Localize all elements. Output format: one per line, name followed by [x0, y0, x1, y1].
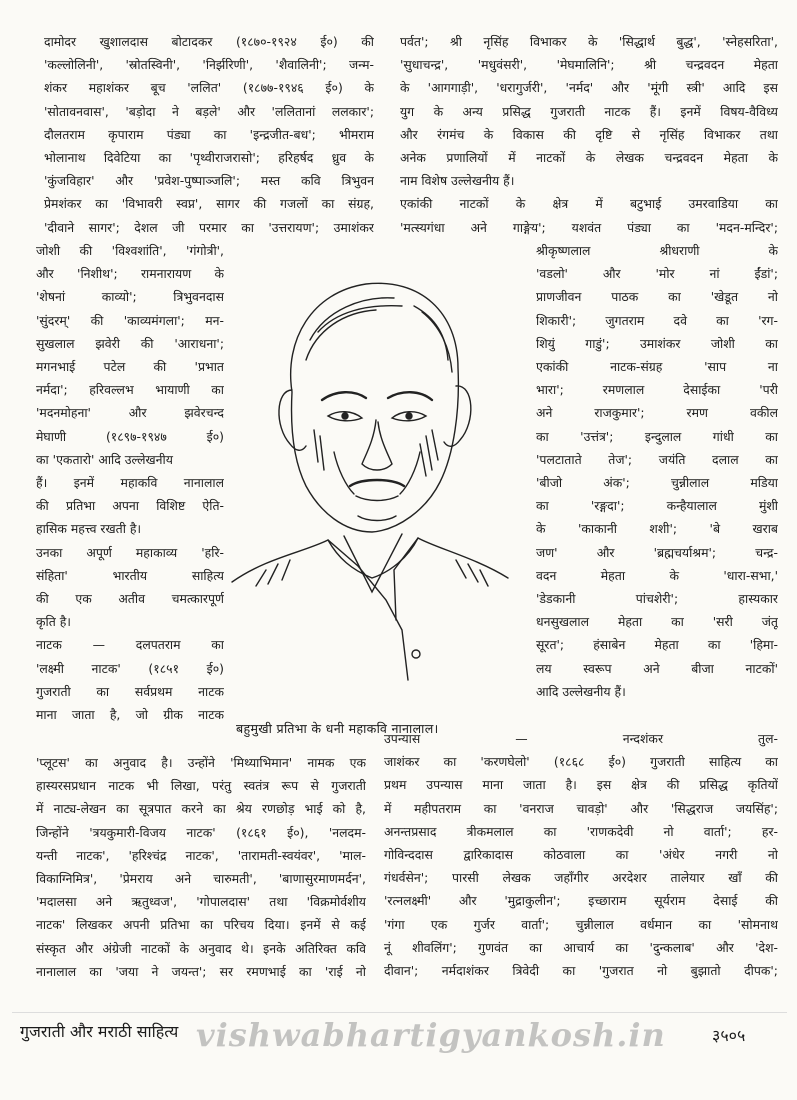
- text-line: में महीपतराम का 'वनराज चावड़ो' और 'सिद्धराज जयसिंह';: [384, 800, 778, 816]
- text-line: 'मदालसा अने ऋतुध्वज', 'गोपालदास' तथा 'विक्रमोर्वशीय: [36, 894, 366, 910]
- text-line: 'सुंदरम्' की 'काव्यमंगला'; मन-: [36, 312, 224, 328]
- text-line: गंधर्वसेन'; पारसी लेखक जहाँगीर अरदेशर तालेयार खाँ की: [384, 870, 778, 886]
- text-line: 'सुधाचन्द्र', 'मधुवंसरी', 'मेघमालिनि'; श्री चन्द्रवदन मेहता: [400, 57, 778, 73]
- text-line: 'डेडकानी पांचशेरी'; हास्यकार: [536, 591, 778, 607]
- text-line: में नाट्य-लेखन का सूत्रपात करने का श्रेय रणछोड़ भाई को है,: [36, 801, 366, 817]
- text-line: 'मदनमोहना' और झवेरचन्द: [36, 405, 224, 421]
- text-line: उपन्यास — नन्दशंकर तुल-: [384, 731, 778, 746]
- text-line: नाम विशेष उल्लेखनीय हैं।: [400, 173, 515, 189]
- text-line: भारा'; रमणलाल देसाईका 'परी: [536, 382, 778, 398]
- text-line: धनसुखलाल मेहता का 'सरी जंतू: [536, 614, 778, 630]
- text-line: 'वडलो' और 'मोर नां ईंडां';: [536, 266, 778, 282]
- left-top-paragraph: [44, 30, 374, 239]
- text-line: मेघाणी (१८९७-१९४७ ई०): [36, 428, 224, 444]
- text-line: 'मत्स्यगंधा अने गाङ्गेय'; यशवंत पंड्या का 'मदन-मन्दिर';: [400, 219, 778, 235]
- footer-divider: [12, 1012, 787, 1013]
- text-line: के 'काकानी शशी'; 'बे खराब: [536, 521, 778, 537]
- text-line: गोविन्ददास द्वारिकादास कोठवाला का 'अंधेर नगरी नो: [384, 847, 778, 863]
- text-line: अनन्तप्रसाद त्रीकमलाल का 'राणकदेवी नो वार्ता'; हर-: [384, 823, 778, 839]
- text-line: 'बीजो अंक'; चुन्नीलाल मडिया: [536, 475, 778, 491]
- text-line: दीवान'; नर्मदाशंकर त्रिवेदी का 'गुजरात नो बुझातो दीपक';: [384, 963, 778, 979]
- text-line: एकांकी नाटक-संग्रह 'साप ना: [536, 359, 778, 375]
- text-line: नाटक — दलपतराम का: [36, 637, 224, 653]
- text-line: कृति है।: [36, 614, 72, 630]
- text-line: पर्वत'; श्री नृसिंह विभाकर के 'सिद्धार्थ बुद्ध', 'स्नेहसरिता',: [400, 34, 778, 49]
- text-line: की एक अतीव चमत्कारपूर्ण: [36, 591, 224, 607]
- text-line: का 'उत्तंत्र'; इन्दुलाल गांधी का: [536, 428, 778, 444]
- text-line: मगनभाई पटेल की 'प्रभात: [36, 359, 224, 375]
- text-line: प्रेमशंकर का 'विभावरी स्वप्न', सागर की गजलों का संग्रह,: [44, 196, 374, 212]
- left-bottom-paragraph: [36, 751, 366, 983]
- text-line: विकाग्निमित्र', 'प्रेमराय अने चारुमती', 'बाणासुरमाणमर्दन',: [36, 871, 366, 887]
- text-line: सूरत'; हंसाबेन मेहता का 'हिमा-: [536, 637, 778, 653]
- text-line: 'लक्ष्मी नाटक' (१८५१ ई०): [36, 660, 224, 676]
- text-line: नानालाल का 'जया ने जयन्त'; सर रमणभाई का 'राई नो: [36, 963, 366, 979]
- text-line: 'पलटाताते तेज'; जयंति दलाल का: [536, 451, 778, 467]
- right-top-paragraph: [400, 30, 778, 239]
- text-line: अने राजकुमार'; रमण वकील: [536, 405, 778, 421]
- text-line: नर्मदा'; हरिवल्लभ भायाणी का: [36, 382, 224, 398]
- text-line: अनेक प्रणालियों में नाटकों के लेखक चन्द्रवदन मेहता के: [400, 150, 778, 166]
- text-line: 'गंगा एक गुर्जर वार्ता'; चुन्नीलाल वर्धमान का 'सोमनाथ: [384, 916, 778, 932]
- text-line: संस्कृत और अंग्रेजी नाटकों के अनुवाद थे। इनके अतिरिक्त कवि: [36, 940, 366, 956]
- text-line: 'सोतावनवास', 'बड़ोदा ने बड़ले' और 'ललितानां ललकार';: [44, 103, 374, 119]
- text-line: भोलानाथ दिवेटिया का 'पृथ्वीराजरासो'; हरिहर्षद ध्रुव के: [44, 150, 374, 166]
- text-line: श्रीकृष्णलाल श्रीधराणी के: [536, 243, 778, 258]
- text-line: के 'आगगाड़ी', 'धरागुर्जरी', 'नर्मद' और 'मूंगी स्त्री' आदि इस: [400, 80, 778, 96]
- text-line: 'कुंजविहार' और 'प्रवेश-पुष्पाञ्जलि'; मस्त कवि त्रिभुवन: [44, 173, 374, 189]
- text-line: हासिक महत्त्व रखती है।: [36, 521, 142, 537]
- text-line: का 'एकतारो' आदि उल्लेखनीय: [36, 451, 173, 467]
- text-line: जण' और 'ब्रह्मचर्याश्रम'; चन्द्र-: [536, 544, 778, 560]
- text-line: शंकर महाशंकर बूच 'ललित' (१८७७-१९४६ ई०) के: [44, 80, 374, 96]
- text-line: दौलतराम कृपाराम पंड्या का 'इन्द्रजीत-बध'; भीमराम: [44, 126, 374, 142]
- left-narrow-column: [36, 239, 224, 726]
- text-line: हास्यरसप्रधान नाटक भी लिखा, परंतु स्वतंत्र रूप से गुजराती: [36, 778, 366, 794]
- text-line: नूं शीवलिंग'; गुणवंत का आचार्य का 'दुन्कलाब' और 'देश-: [384, 939, 778, 955]
- text-line: और 'निशीथ'; रामनारायण के: [36, 266, 224, 282]
- text-line: एकांकी नाटकों के क्षेत्र में बटुभाई उमरवाडिया का: [400, 196, 778, 212]
- text-line: आदि उल्लेखनीय हैं।: [536, 683, 626, 699]
- footer-section-title: गुजराती और मराठी साहित्य: [20, 1022, 179, 1041]
- right-narrow-column: [536, 239, 778, 703]
- page-number: ३५०५: [712, 1026, 746, 1045]
- watermark: vishwabhartigyankosh.in: [196, 1016, 666, 1054]
- text-line: 'दीवाने सागर'; देशल जी परमार का 'उत्तरायण'; उमाशंकर: [44, 219, 374, 235]
- text-line: दामोदर खुशालदास बोटादकर (१८७०-१९२४ ई०) की: [44, 34, 374, 49]
- text-line: 'कल्लोलिनी', 'स्रोतस्विनी', 'निर्झरिणी', 'शैवालिनी'; जन्म-: [44, 57, 374, 73]
- text-line: सुखलाल झवेरी की 'आराधना';: [36, 335, 224, 351]
- text-line: जिन्होंने 'त्रयकुमारी-विजय नाटक' (१८६१ ई०), 'नलदम-: [36, 824, 366, 840]
- figure-caption: बहुमुखी प्रतिभा के धनी महाकवि नानालाल।: [236, 721, 439, 736]
- text-line: जाशंकर का 'करणघेलो' (१८६८ ई०) गुजराती साहित्य का: [384, 754, 778, 770]
- text-line: प्रथम उपन्यास माना जाता है। इस क्षेत्र की प्रसिद्ध कृतियों: [384, 777, 778, 793]
- text-line: गुजराती का सर्वप्रथम नाटक: [36, 683, 224, 699]
- text-line: हैं। इनमें महाकवि नानालाल: [36, 475, 224, 491]
- text-line: 'रत्नलक्ष्मी' और 'मुद्राकुलीन'; इच्छाराम सूर्यराम देसाई की: [384, 893, 778, 909]
- text-line: नाटक' लिखकर अपनी प्रतिभा का परिचय दिया। इनमें से कई: [36, 917, 366, 933]
- text-line: और रंगमंच के विकास की दृष्टि से नृसिंह विभाकर तथा: [400, 126, 778, 142]
- text-line: जोशी की 'विश्वशांति', 'गंगोत्री',: [36, 243, 224, 258]
- text-line: 'प्लूटस' का अनुवाद है। उन्होंने 'मिथ्याभिमान' नामक एक: [36, 755, 366, 770]
- portrait-illustration: [226, 240, 514, 710]
- text-line: माना जाता है, जो ग्रीक नाटक: [36, 707, 224, 723]
- text-line: लय स्वरूप अने बीजा नाटकों': [536, 660, 778, 676]
- text-line: शिकारी'; जुगतराम दवे का 'रग-: [536, 312, 778, 328]
- text-line: 'शेषनां काव्यो'; त्रिभुवनदास: [36, 289, 224, 305]
- text-line: युग के अन्य प्रसिद्ध गुजराती नाटक हैं। इनमें विषय-वैविध्य: [400, 103, 778, 119]
- text-line: शियुं गाडुं'; उमाशंकर जोशी का: [536, 335, 778, 351]
- right-bottom-paragraph: [384, 727, 778, 982]
- text-line: यन्ती नाटक', 'हरिश्चंद्र नाटक', 'तारामती-स्वयंवर', 'माल-: [36, 847, 366, 863]
- text-line: की प्रतिभा अपना विशिष्ट ऐति-: [36, 498, 224, 514]
- text-line: प्राणजीवन पाठक का 'खेडूत नो: [536, 289, 778, 305]
- text-line: का 'रङ्गदा'; कन्हैयालाल मुंशी: [536, 498, 778, 514]
- text-line: संहिता' भारतीय साहित्य: [36, 567, 224, 583]
- text-line: उनका अपूर्ण महाकाव्य 'हरि-: [36, 544, 224, 560]
- text-line: वदन मेहता के 'धारा-सभा,': [536, 567, 778, 583]
